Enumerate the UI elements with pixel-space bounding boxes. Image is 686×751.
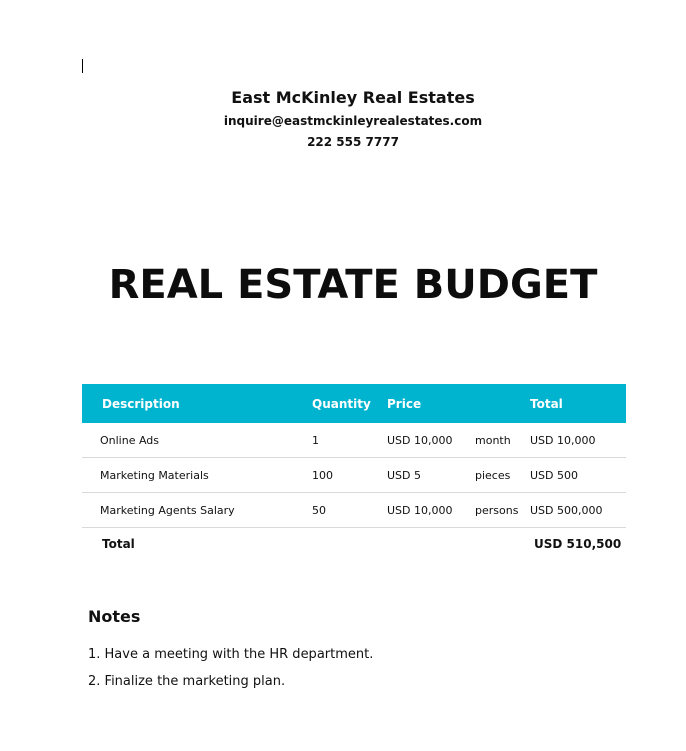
row-description: Marketing Agents Salary xyxy=(82,493,312,528)
row-unit: month xyxy=(475,423,530,458)
row-price: USD 10,000 xyxy=(387,493,475,528)
header-price: Price xyxy=(387,384,475,423)
document-title: REAL ESTATE BUDGET xyxy=(108,262,598,308)
row-quantity: 50 xyxy=(312,493,387,528)
note-item: 2. Finalize the marketing plan. xyxy=(88,674,286,689)
company-name: East McKinley Real Estates xyxy=(231,88,475,107)
row-description: Marketing Materials xyxy=(82,458,312,493)
header-quantity: Quantity xyxy=(312,384,387,423)
table-row xyxy=(82,423,626,458)
table-row xyxy=(82,458,626,493)
row-description: Online Ads xyxy=(82,423,312,458)
header-total: Total xyxy=(530,384,626,423)
notes-list xyxy=(88,645,373,699)
total-value: USD 510,500 xyxy=(534,537,622,551)
table-header-row xyxy=(82,384,626,423)
company-phone: 222 555 7777 xyxy=(307,135,399,149)
header-unit xyxy=(475,384,530,423)
header-description: Description xyxy=(82,384,312,423)
text-cursor xyxy=(82,59,83,73)
row-total: USD 500 xyxy=(530,458,626,493)
row-total: USD 10,000 xyxy=(530,423,626,458)
row-price: USD 5 xyxy=(387,458,475,493)
row-unit: pieces xyxy=(475,458,530,493)
notes-heading: Notes xyxy=(88,607,141,626)
row-quantity: 100 xyxy=(312,458,387,493)
row-quantity: 1 xyxy=(312,423,387,458)
total-row xyxy=(82,528,626,561)
company-email: inquire@eastmckinleyrealestates.com xyxy=(223,114,483,128)
table-row xyxy=(82,493,626,528)
budget-table xyxy=(82,384,626,560)
row-total: USD 500,000 xyxy=(530,493,626,528)
row-unit: persons xyxy=(475,493,530,528)
total-label: Total xyxy=(102,537,135,551)
row-price: USD 10,000 xyxy=(387,423,475,458)
note-item: 1. Have a meeting with the HR department. xyxy=(88,647,374,662)
